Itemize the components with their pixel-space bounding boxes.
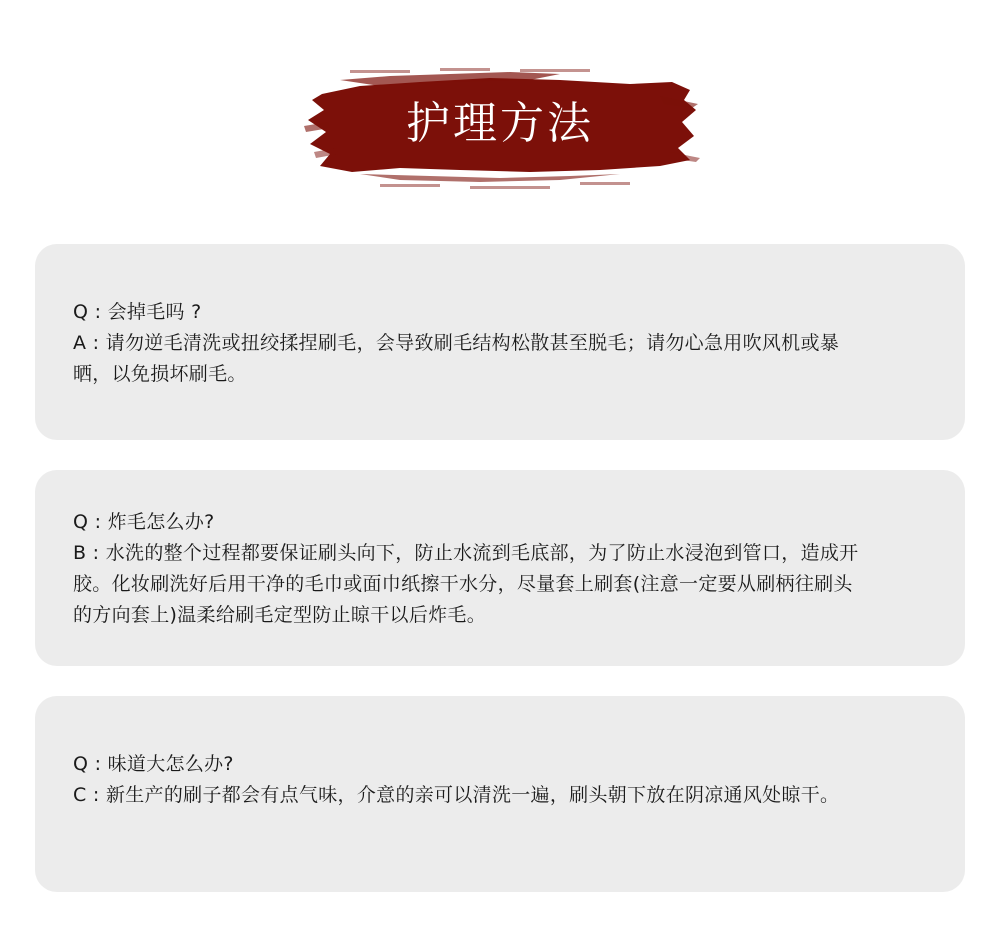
title-banner (300, 66, 700, 190)
faq-item-3 (73, 749, 863, 811)
faq-question: Q : 味道大怎么办? (73, 753, 234, 775)
faq-question: Q : 炸毛怎么办? (73, 511, 215, 533)
faq-question: Q : 会掉毛吗 ? (73, 301, 202, 323)
section-title: 护理方法 (406, 98, 594, 149)
faq-item-2 (73, 507, 863, 631)
faq-answer: B : 水洗的整个过程都要保证刷头向下，防止水流到毛底部，为了防止水浸泡到管口，造成开胶。化妆刷洗好后用干净的毛巾或面巾纸擦干水分，尽量套上刷套(注意一定要从刷柄往刷头的方向套上)温柔给刷毛定型防止晾干以后炸毛。 (73, 542, 859, 626)
faq-item-1 (73, 297, 863, 390)
faq-answer: C : 新生产的刷子都会有点气味，介意的亲可以清洗一遍，刷头朝下放在阴凉通风处晾干。 (73, 784, 840, 806)
faq-answer: A : 请勿逆毛清洗或扭绞揉捏刷毛，会导致刷毛结构松散甚至脱毛；请勿心急用吹风机或暴晒，以免损坏刷毛。 (73, 332, 840, 385)
